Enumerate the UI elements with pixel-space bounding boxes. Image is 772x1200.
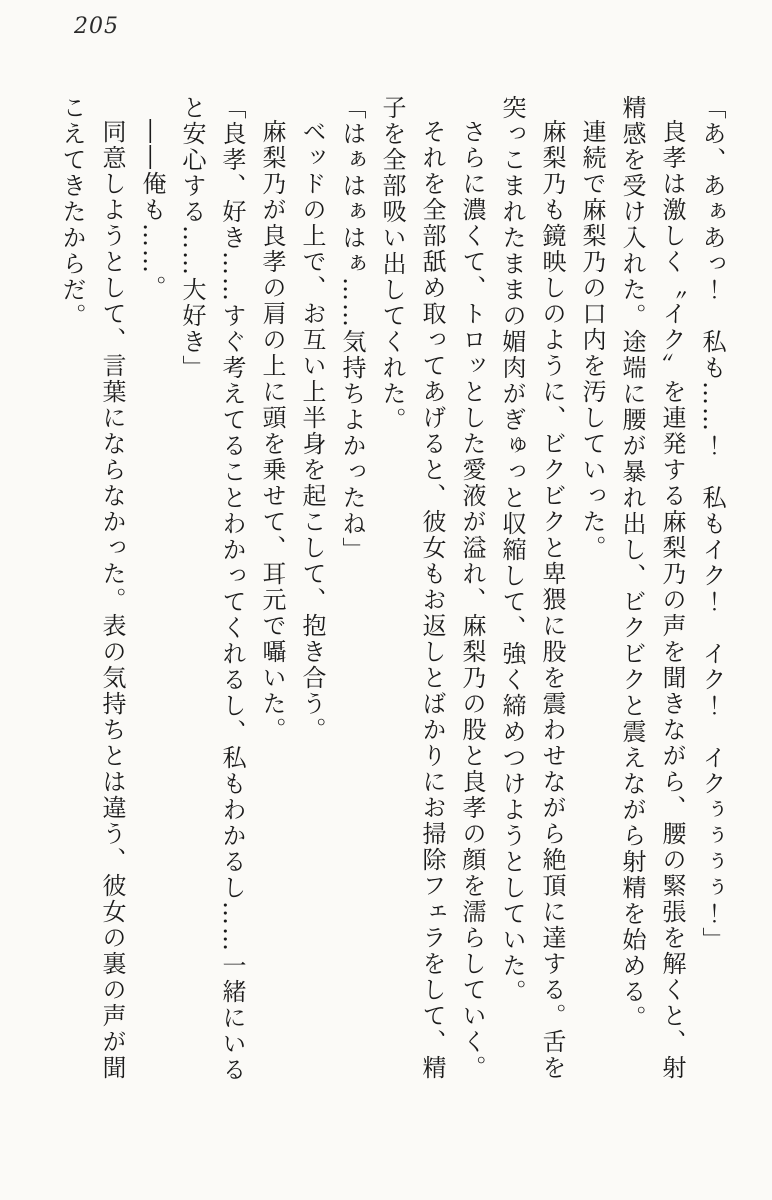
paragraph: 麻梨乃が良孝の肩の上に頭を乗せて、耳元で囁いた。 [258, 119, 286, 743]
paragraph: 同意しようとして、言葉にならなかった。表の気持ちとは違う、彼女の裏の声が聞こえてきたからだ。 [58, 95, 126, 1081]
paragraph: さらに濃くて、トロッとした愛液が溢れ、麻梨乃の股と良孝の顔を濡らしていく。 [458, 119, 486, 1081]
paragraph: ――俺も……。 [138, 119, 166, 301]
paragraph: 「はぁはぁはぁ……気持ちよかったね」 [338, 95, 366, 563]
page-number: 205 [74, 14, 119, 39]
paragraph: 連続で麻梨乃の口内を汚していった。 [578, 119, 606, 561]
paragraph: 「良孝、好き……すぐ考えてることわかってくれるし、私もわかるし……一緒にいると安心する……大好き」 [178, 95, 246, 1083]
paragraph: 良孝は激しく〝イク〟を連発する麻梨乃の声を聞きながら、腰の緊張を解くと、射精感を受け入れた。途端に腰が暴れ出し、ビクビクと震えながら射精を始める。 [618, 95, 686, 1081]
paragraph: 麻梨乃も鏡映しのように、ビクビクと卑猥に股を震わせながら絶頂に達する。舌を突っこまれたままの媚肉がぎゅっと収縮して、強く締めつけようとしていた。 [498, 95, 566, 1081]
text-block [52, 95, 732, 1087]
paragraph: それを全部舐め取ってあげると、彼女もお返しとばかりにお掃除フェラをして、精子を全部吸い出してくれた。 [378, 95, 446, 1081]
paragraph: ベッドの上で、お互い上半身を起こして、抱き合う。 [298, 119, 326, 743]
paragraph: 「あ、あぁあっ！ 私も……！ 私もイク！ イク！ イクぅぅぅぅ！」 [698, 95, 726, 953]
